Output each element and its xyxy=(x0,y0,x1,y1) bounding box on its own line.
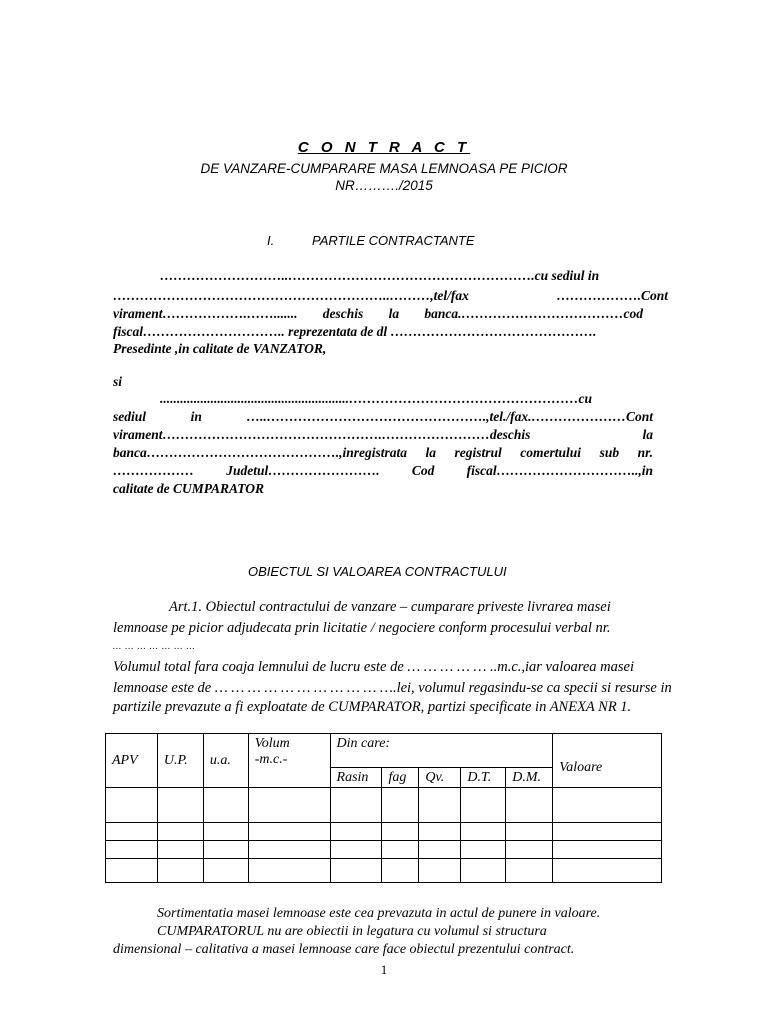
seller-line-3: virament……………….……....... deschis la banca.………………………………cod xyxy=(113,306,643,321)
seller-line-2: ……………………………………………………..………,tel/fax ……………….Cont xyxy=(113,288,668,303)
header-fag: fag xyxy=(382,768,419,788)
footer-line-1: Sortimentatia masei lemnoase este cea prevazuta in actul de punere in valoare. xyxy=(157,906,601,921)
contract-title: C O N T R A C T xyxy=(297,139,471,156)
header-volum-line2: -m.c.- xyxy=(254,752,288,767)
seller-line-5: Presedinte ,in calitate de VANZATOR, xyxy=(113,341,327,356)
buyer-si: si xyxy=(113,374,123,389)
header-apv: APV xyxy=(106,734,158,788)
section1-roman: I. xyxy=(267,233,275,248)
volume-table xyxy=(105,733,662,883)
art1-line-2: lemnoase pe picior adjudecata prin licitatie / negociere conform procesului verbal nr. xyxy=(113,620,611,636)
buyer-line-3: virament………………………………………….……………………deschis la xyxy=(113,427,653,442)
section2-title: OBIECTUL SI VALOAREA CONTRACTULUI xyxy=(248,564,507,579)
table-row xyxy=(106,823,662,841)
buyer-line-4: banca…………………………………….,inregistrata la registrul comertului sub nr. xyxy=(113,445,653,460)
table-row xyxy=(106,788,662,823)
page-number: 1 xyxy=(380,962,388,977)
footer-line-2: CUMPARATORUL nu are obiectii in legatura cu volumul si structura xyxy=(157,924,547,939)
header-rasin: Rasin xyxy=(330,768,382,788)
art1-line-5: lemnoase este de … … … … … … … … … … ….lei, volumul regasindu-se ca specii si resurse in xyxy=(113,680,672,696)
buyer-line-2: sediul in …..………………………………………….,tel./fax.…………………Cont xyxy=(113,409,653,424)
header-qv: Qv. xyxy=(419,768,461,788)
header-dm: D.M. xyxy=(506,768,553,788)
contract-number: NR………./2015 xyxy=(335,178,433,193)
art1-line-3: … … … … … … … xyxy=(113,641,196,651)
art1-line-6: partizile prevazute a fi exploatate de CUMPARATOR, partizi specificate in ANEXA NR 1. xyxy=(113,699,632,715)
header-valoare: Valoare xyxy=(553,734,662,788)
buyer-line-5: ……………… Judetul……………………. Cod fiscal…………………………..,in xyxy=(113,463,653,478)
section1-title: PARTILE CONTRACTANTE xyxy=(312,233,475,248)
header-din-care: Din care: xyxy=(330,734,553,768)
header-volum xyxy=(248,734,330,788)
seller-line-1: ………………………..……………………………………………….cu sediul in xyxy=(160,268,600,283)
buyer-line-6: calitate de CUMPARATOR xyxy=(113,481,265,496)
header-volum-line1: Volum xyxy=(254,736,290,751)
footer-line-3: dimensional – calitativa a masei lemnoase care face obiectul prezentului contract. xyxy=(113,942,575,957)
table-row xyxy=(106,859,662,883)
art1-line-1: Art.1. Obiectul contractului de vanzare – cumparare priveste livrarea masei xyxy=(169,599,611,615)
header-up: U.P. xyxy=(157,734,203,788)
buyer-line-1: ........................................................……………………………………………cu xyxy=(160,391,592,406)
seller-line-4: fiscal………………………….. reprezentata de dl ………………………………………. xyxy=(113,324,597,339)
header-ua: u.a. xyxy=(203,734,248,788)
art1-line-4: Volumul total fara coaja lemnului de lucru este de … … … … … ..m.c.,iar valoarea masei xyxy=(113,659,635,675)
table-row xyxy=(106,841,662,859)
contract-subtitle: DE VANZARE-CUMPARARE MASA LEMNOASA PE PICIOR xyxy=(200,161,568,176)
header-dt: D.T. xyxy=(461,768,506,788)
